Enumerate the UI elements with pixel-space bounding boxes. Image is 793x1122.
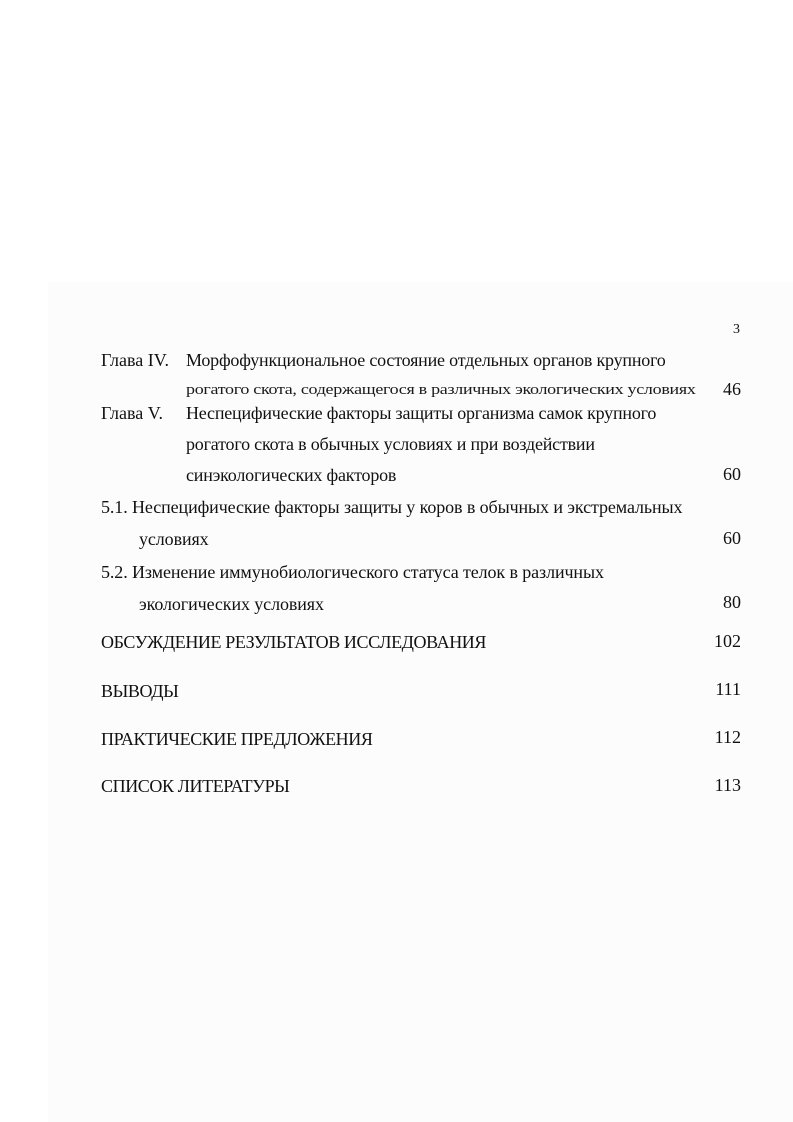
section51-title-line2: условиях: [139, 529, 209, 549]
section51-title-line1: 5.1. Неспецифические факторы защиты у коров в обычных и экстремальных: [101, 497, 683, 517]
section52-page: 80: [723, 592, 741, 612]
section52-title-line2: экологических условиях: [139, 594, 324, 614]
chapter5-label: Глава V.: [101, 403, 163, 423]
chapter5-title-line2: рогатого скота в обычных условиях и при воздействии: [186, 434, 595, 454]
chapter4-title-line2: рогатого скота, содержащегося в различных экологических условиях: [186, 380, 696, 398]
chapter4-title-line1: Морфофункциональное состояние отдельных органов крупного: [186, 350, 666, 370]
conclusions-title: ВЫВОДЫ: [101, 681, 179, 701]
references-title: СПИСОК ЛИТЕРАТУРЫ: [101, 776, 290, 796]
page-number: 3: [733, 322, 740, 337]
chapter4-page: 46: [723, 379, 741, 399]
discussion-page: 102: [714, 631, 741, 651]
section52-title-line1: 5.2. Изменение иммунобиологического статуса телок в различных: [101, 562, 604, 582]
chapter5-page: 60: [723, 464, 741, 484]
chapter4-label: Глава IV.: [101, 350, 169, 370]
chapter5-title-line3: синэкологических факторов: [186, 465, 397, 485]
discussion-title: ОБСУЖДЕНИЕ РЕЗУЛЬТАТОВ ИССЛЕДОВАНИЯ: [101, 632, 487, 652]
chapter5-title-line1: Неспецифические факторы защиты организма самок крупного: [186, 403, 657, 423]
recommendations-page: 112: [714, 727, 741, 747]
recommendations-title: ПРАКТИЧЕСКИЕ ПРЕДЛОЖЕНИЯ: [101, 729, 373, 749]
conclusions-page: 111: [715, 679, 741, 699]
section51-page: 60: [723, 528, 741, 548]
references-page: 113: [714, 775, 741, 795]
